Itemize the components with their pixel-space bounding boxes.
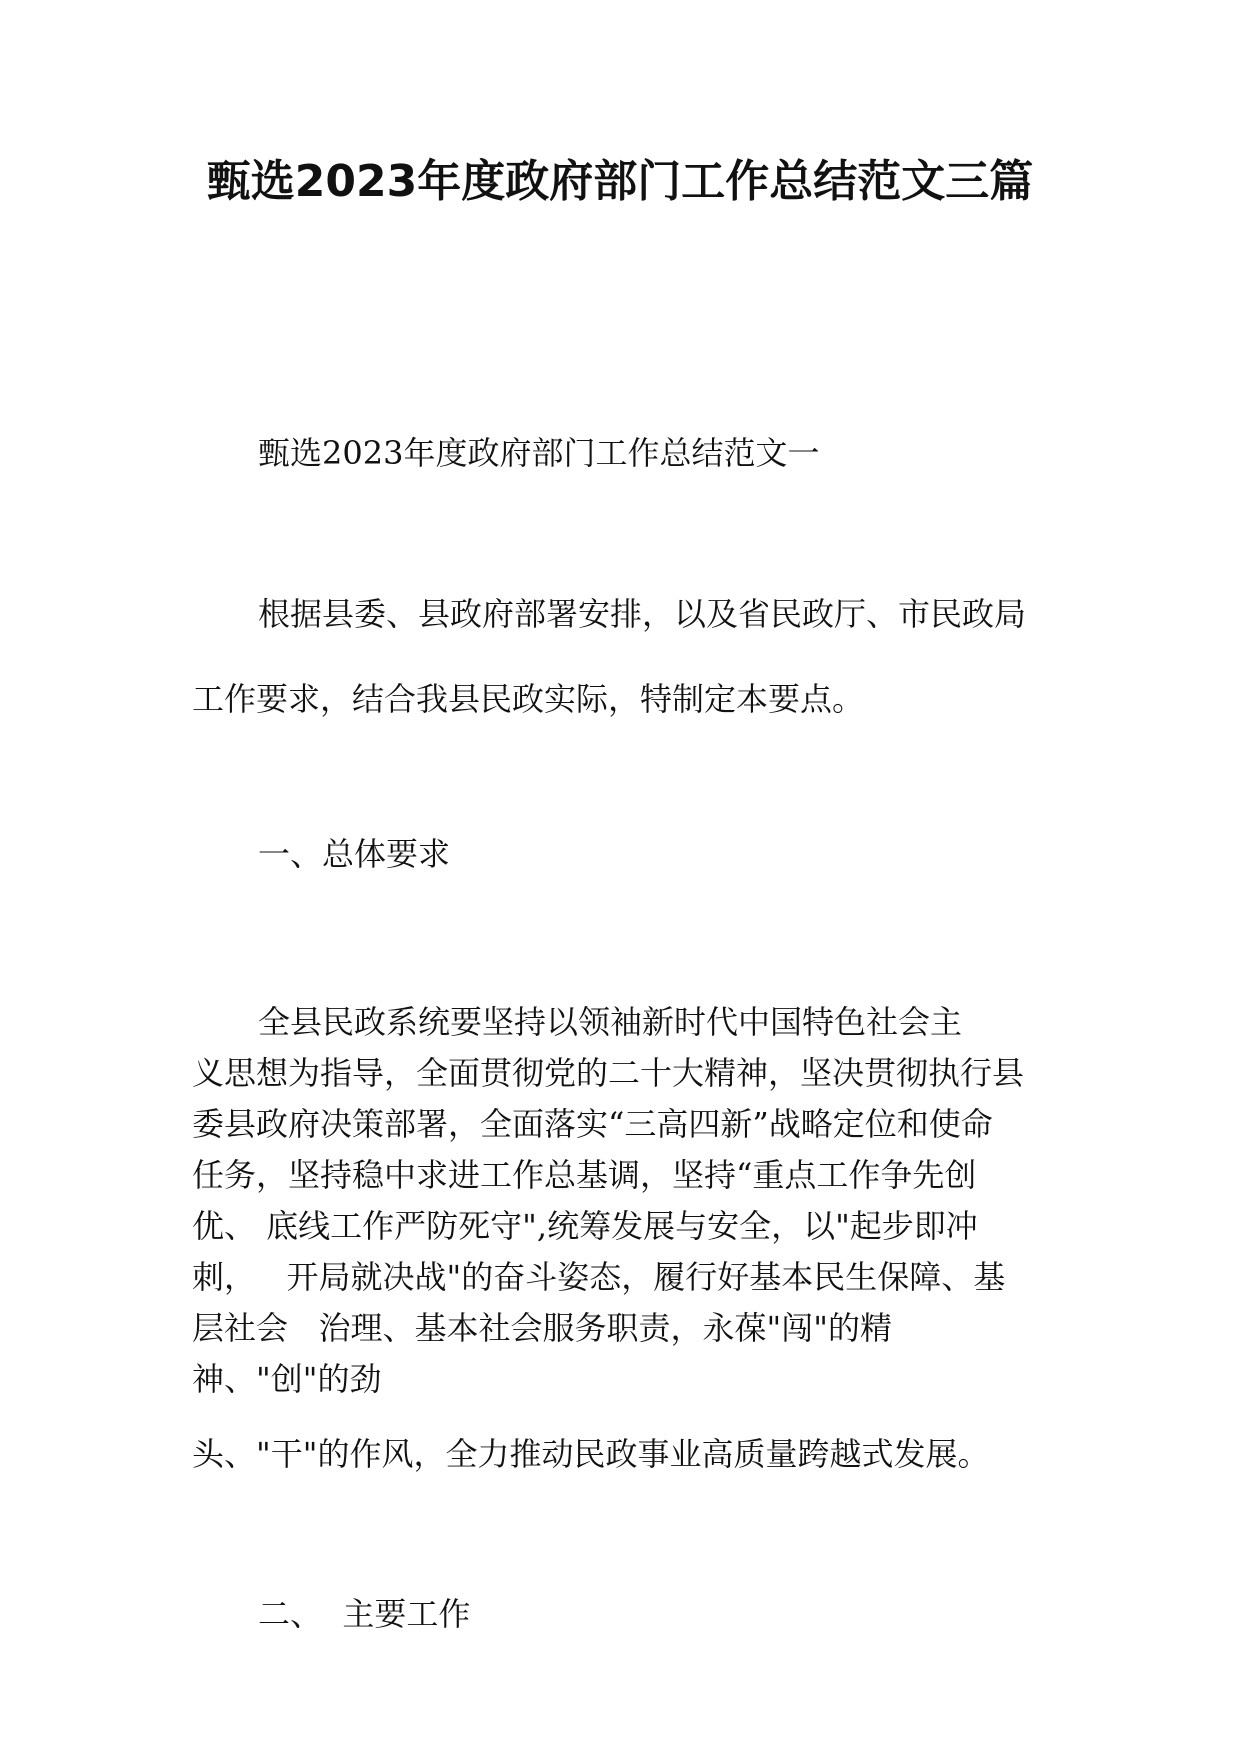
section-1-line: 委县政府决策部署，全面落实“三高四新”战略定位和使命 — [192, 1105, 993, 1143]
section-1-line: 义思想为指导，全面贯彻党的二十大精神，坚决贯彻执行县 — [192, 1054, 1025, 1092]
section-1-line: 头、"干"的作风，全力推动民政事业高质量跨越式发展。 — [192, 1435, 990, 1473]
intro-line-1: 根据县委、县政府部署安排，以及省民政厅、市民政局 — [258, 595, 1027, 633]
section-1-line: 刺， 开局就决战"的奋斗姿态，履行好基本民生保障、基 — [192, 1258, 1006, 1296]
section-2-heading: 二、 主要工作 — [258, 1595, 471, 1633]
section-1-line: 神、"创"的劲 — [192, 1360, 382, 1398]
section-1-line: 优、 底线工作严防死守",统筹发展与安全，以"起步即冲 — [192, 1207, 978, 1245]
section-1-line: 任务，坚持稳中求进工作总基调，坚持“重点工作争先创 — [192, 1156, 977, 1194]
article-subtitle: 甄选2023年度政府部门工作总结范文一 — [258, 434, 820, 472]
section-1-line: 全县民政系统要坚持以领袖新时代中国特色社会主 — [258, 1003, 963, 1041]
document-title: 甄选2023年度政府部门工作总结范文三篇 — [206, 156, 1034, 207]
intro-line-2: 工作要求，结合我县民政实际，特制定本要点。 — [192, 680, 865, 718]
section-1-line: 层社会 治理、基本社会服务职责，永葆"闯"的精 — [192, 1309, 892, 1347]
section-1-heading: 一、总体要求 — [258, 835, 451, 873]
